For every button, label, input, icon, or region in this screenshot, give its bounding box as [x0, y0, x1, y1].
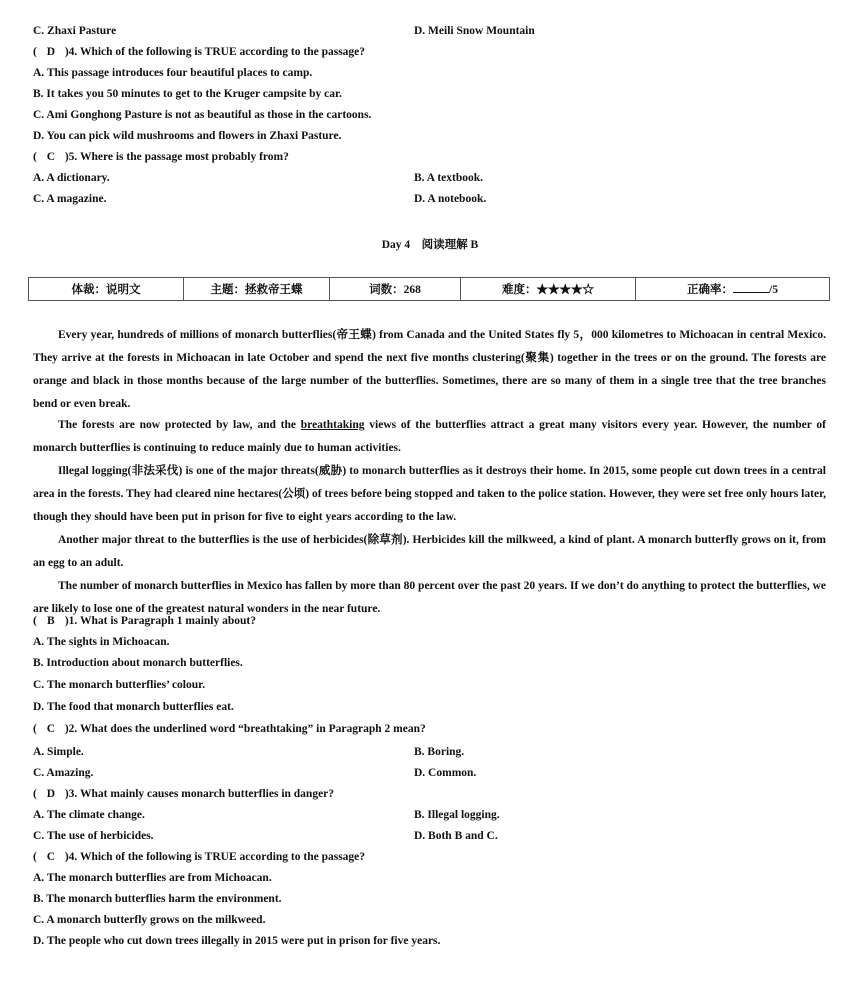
top-q4-answer: D — [46, 46, 55, 58]
info-accuracy — [636, 278, 830, 301]
paragraph-2-end: views of the butterflies attract a great many visitors every year. However, the number of monarch butterflies is continuing to reduce mainly due to human activities. — [33, 419, 826, 454]
q3-answer: D — [46, 788, 55, 800]
q1-answer: B — [47, 615, 55, 627]
top-q5-option-c: C. A magazine. — [33, 193, 107, 205]
top-q5-option-a: A. A dictionary. — [33, 172, 110, 184]
info-difficulty: 难度：★★★★☆ — [461, 278, 636, 301]
top-q4-stem-text: )4. Which of the following is TRUE according to the passage? — [64, 46, 366, 58]
q2-stem: ( C )2. What does the underlined word “breathtaking” in Paragraph 2 mean? — [33, 723, 426, 735]
q3-option-a: A. The climate change. — [33, 809, 145, 821]
top-q4-option-d: D. You can pick wild mushrooms and flowers in Zhaxi Pasture. — [33, 130, 342, 142]
q1-option-d: D. The food that monarch butterflies eat. — [33, 701, 234, 713]
q2-option-a: A. Simple. — [33, 746, 84, 758]
q4-answer: C — [46, 851, 55, 863]
accuracy-blank — [733, 282, 769, 293]
q1-stem-text: )1. What is Paragraph 1 mainly about? — [64, 615, 256, 627]
q2-answer: C — [46, 723, 55, 735]
section-title: Day 4 阅读理解 B — [381, 239, 479, 251]
q3-option-c: C. The use of herbicides. — [33, 830, 154, 842]
q3-stem-text: )3. What mainly causes monarch butterflies in danger? — [64, 788, 335, 800]
paragraph-5: The number of monarch butterflies in Mexico has fallen by more than 80 percent over the past 20 years. If we don’t do anything to protect the butterflies, we are likely to lose one of the greatest natural wonders in the near future. — [33, 580, 826, 615]
info-table — [28, 277, 830, 301]
q2-option-d: D. Common. — [414, 767, 477, 779]
info-topic: 主题：拯救帝王蝶 — [184, 278, 330, 301]
paragraph-2 — [33, 414, 826, 460]
q2-option-b: B. Boring. — [414, 746, 465, 758]
top-q4-option-b: B. It takes you 50 minutes to get to the Kruger campsite by car. — [33, 88, 342, 100]
q1-option-c: C. The monarch butterflies’ colour. — [33, 679, 206, 691]
top-q4-stem: ( D )4. Which of the following is TRUE according to the passage? — [33, 46, 366, 58]
q4-option-c: C. A monarch butterfly grows on the milkweed. — [33, 914, 266, 926]
info-accuracy-total: /5 — [769, 284, 778, 296]
q4-option-a: A. The monarch butterflies are from Michoacan. — [33, 872, 272, 884]
q3-option-b: B. Illegal logging. — [414, 809, 500, 821]
top-q5-answer: C — [46, 151, 55, 163]
q3-option-d: D. Both B and C. — [414, 830, 498, 842]
q4-option-d: D. The people who cut down trees illegally in 2015 were put in prison for five years. — [33, 935, 441, 947]
q2-stem-text: )2. What does the underlined word “breathtaking” in Paragraph 2 mean? — [64, 723, 426, 735]
q1-option-a: A. The sights in Michoacan. — [33, 636, 170, 648]
top-q5-option-b: B. A textbook. — [414, 172, 484, 184]
q4-stem-text: )4. Which of the following is TRUE according to the passage? — [64, 851, 366, 863]
q4-option-b: B. The monarch butterflies harm the environment. — [33, 893, 282, 905]
info-words: 词数：268 — [330, 278, 461, 301]
info-genre: 体裁：说明文 — [29, 278, 184, 301]
top-q5-stem-text: )5. Where is the passage most probably from? — [64, 151, 289, 163]
top-q5-stem: ( C )5. Where is the passage most probably from? — [33, 151, 289, 163]
q1-stem: ( B )1. What is Paragraph 1 mainly about? — [33, 615, 256, 627]
paragraph-2-start: The forests are now protected by law, and the — [58, 419, 301, 431]
top-q3-option-c: C. Zhaxi Pasture — [33, 25, 117, 37]
q1-option-b: B. Introduction about monarch butterflies. — [33, 657, 243, 669]
paragraph-4: Another major threat to the butterflies is the use of herbicides(除草剂). Herbicides kill the milkweed, a kind of plant. A monarch butterfly grows on it, from an egg to an adult. — [33, 534, 826, 569]
underlined-word: breathtaking — [300, 419, 365, 431]
passage — [33, 324, 826, 621]
q4-stem: ( C )4. Which of the following is TRUE according to the passage? — [33, 851, 366, 863]
top-q5-option-d: D. A notebook. — [414, 193, 487, 205]
info-accuracy-label: 正确率： — [687, 284, 734, 296]
paragraph-1: Every year, hundreds of millions of monarch butterflies(帝王蝶) from Canada and the United States fly 5，000 kilometres to Michoacan in central Mexico. They arrive at the forests in Michoacan in late October and spend the next five months clustering(聚集) together in the trees or on the ground. The forests are orange and black in those months because of the large number of the butterflies. Sometimes, there are so many of them in a single tree that the tree branches bend or even break. — [33, 329, 826, 410]
q2-option-c: C. Amazing. — [33, 767, 94, 779]
paragraph-3: Illegal logging(非法采伐) is one of the major threats(威胁) to monarch butterflies as it destroys their home. In 2015, some people cut down trees in a central area in the forests. They had cleared nine hectares(公顷) of trees before being stopped and taken to the police station. However, they were set free only hours later, though they should have been put in prison for five to eight years according to the law. — [33, 465, 826, 523]
top-q4-option-a: A. This passage introduces four beautiful places to camp. — [33, 67, 313, 79]
top-q4-option-c: C. Ami Gonghong Pasture is not as beautiful as those in the cartoons. — [33, 109, 372, 121]
q3-stem: ( D )3. What mainly causes monarch butterflies in danger? — [33, 788, 335, 800]
top-q3-option-d: D. Meili Snow Mountain — [414, 25, 535, 37]
